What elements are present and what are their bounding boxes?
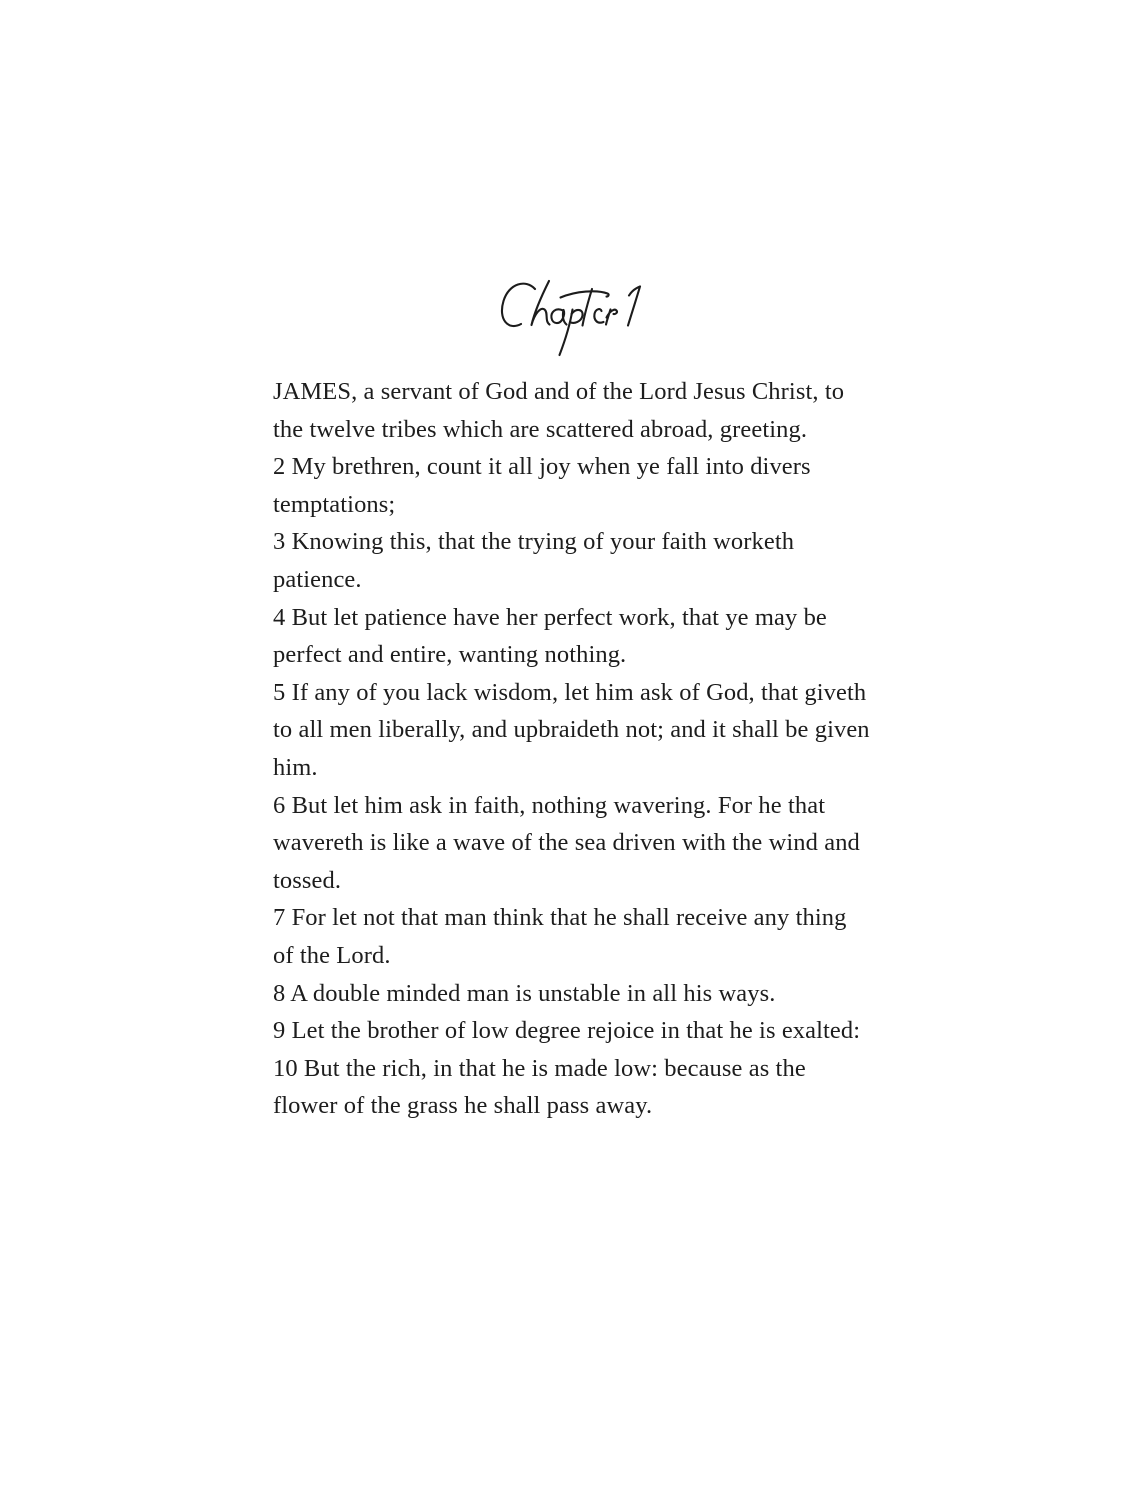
text-column <box>273 276 873 1125</box>
chapter-heading <box>273 276 873 360</box>
verse-paragraph: JAMES, a servant of God and of the Lord Jesus Christ, to the twelve tribes which are scattered abroad, greeting. <box>273 378 845 443</box>
verse-paragraph: 8 A double minded man is unstable in all his ways. <box>273 979 776 1007</box>
verse-paragraph: 10 But the rich, in that he is made low: because as the flower of the grass he shall pass away. <box>273 1054 806 1120</box>
verse-paragraph: 3 Knowing this, that the trying of your faith worketh patience. <box>273 528 795 593</box>
verse-paragraph: 4 But let patience have her perfect work, that ye may be perfect and entire, wanting nothing. <box>273 603 827 669</box>
verse-paragraph: 2 My brethren, count it all joy when ye fall into divers temptations; <box>273 453 811 518</box>
verse-paragraph: 7 For let not that man think that he shall receive any thing of the Lord. <box>273 904 847 969</box>
verse-paragraph: 9 Let the brother of low degree rejoice in that he is exalted: <box>273 1017 861 1045</box>
chapter-heading-script-icon <box>488 276 658 360</box>
verse-list <box>273 373 873 1125</box>
verse-paragraph: 6 But let him ask in faith, nothing wavering. For he that wavereth is like a wave of the sea driven with the wind and tossed. <box>273 791 860 894</box>
verse-paragraph: 5 If any of you lack wisdom, let him ask of God, that giveth to all men liberally, and upbraideth not; and it shall be given him. <box>273 678 870 781</box>
